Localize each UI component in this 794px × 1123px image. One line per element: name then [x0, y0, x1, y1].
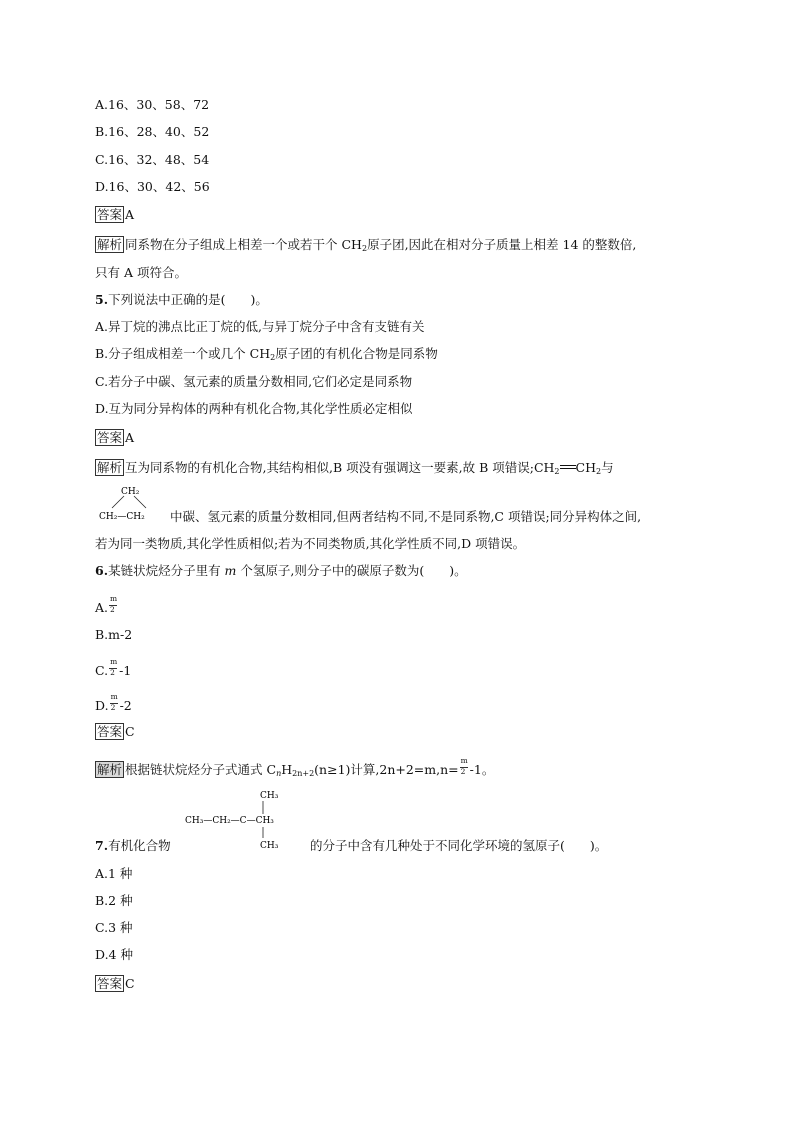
answer-tag: 答案: [97, 724, 123, 739]
q5-answer-line: [95, 429, 134, 446]
q5-option-c: C.若分子中碳、氢元素的质量分数相同,它们必定是同系物: [95, 374, 413, 389]
q6-option-b: B.m-2: [95, 627, 133, 642]
q7-stem-start: 7.有机化合物: [95, 838, 171, 853]
q4-option-d: D.16、30、42、56: [95, 179, 210, 194]
q7-answer: C: [125, 976, 135, 991]
q4-answer-line: [95, 206, 134, 223]
q5-option-a: A.异丁烷的沸点比正丁烷的低,与异丁烷分子中含有支链有关: [95, 319, 425, 334]
analysis-tag: 解析: [97, 460, 123, 475]
q6-answer: C: [125, 724, 135, 739]
q5-option-d: D.互为同分异构体的两种有机化合物,其化学性质必定相似: [95, 401, 413, 416]
struct-bottom-ch3: CH₃: [260, 841, 279, 851]
q5-option-b: B.分子组成相差一个或几个 $CH_2$原子团的有机化合物是同系物: [95, 346, 438, 362]
q4-option-c: C.16、32、48、54: [95, 152, 210, 167]
q4-option-b: B.16、28、40、52: [95, 124, 210, 139]
q6-stem: 6.某链状烷烃分子里有 m 个氢原子,则分子中的碳原子数为( )。: [95, 563, 467, 578]
answer-tag: 答案: [97, 207, 123, 222]
q7-answer-line: [95, 975, 135, 992]
fraction-m-over-2: $\frac{m}{2}$: [110, 657, 118, 677]
q4-analysis-line2: 只有 A 项符合。: [95, 265, 187, 280]
fraction-m-over-2: $\frac{m}{2}$: [110, 594, 118, 614]
q5-stem: 5.下列说法中正确的是( )。: [95, 292, 268, 307]
fraction-m-over-2: $\frac{m}{2}$: [110, 692, 118, 712]
analysis-tag: 解析: [97, 237, 123, 252]
struct-top-ch3: CH₃: [260, 791, 279, 801]
q6-option-c: C. $\frac{m}{2}$ -1: [95, 661, 131, 681]
cyclopropane-top-label: CH₂: [121, 487, 140, 497]
q6-answer-line: [95, 723, 135, 740]
struct-main-chain: CH₃—CH₂—C—CH₃: [185, 816, 274, 826]
answer-tag: 答案: [97, 976, 123, 991]
analysis-tag: 解析: [97, 762, 123, 777]
cyclopropane-structure: [97, 482, 169, 524]
q7-option-b: B.2 种: [95, 893, 133, 908]
q7-option-a: A.1 种: [95, 866, 133, 881]
q6-option-a: A. $\frac{m}{2}$: [95, 598, 119, 618]
answer-tag: 答案: [97, 430, 123, 445]
q4-option-a: A.16、30、58、72: [95, 97, 210, 112]
q5-answer: A: [125, 430, 135, 445]
double-bond-icon: [560, 465, 576, 469]
methylbutane-structure: [185, 786, 310, 852]
q6-analysis-line: 解析 根据链状烷烃分子式通式 $C_nH_{2n+2}(n\ge 1)$计算,2n+2=m,n= $\frac{m}{2}$ -1。: [97, 756, 495, 778]
cyclopropane-bottom-label: CH₂—CH₂: [99, 512, 145, 522]
q4-answer: A: [125, 207, 135, 222]
q4-analysis-line1: 解析 同系物在分子组成上相差一个或若干个 $CH_2$原子团,因此在相对分子质量上相差 14 的整数倍,: [97, 237, 637, 253]
q7-option-d: D.4 种: [95, 947, 133, 962]
q5-analysis-line1: 解析 互为同系物的有机化合物,其结构相似,B 项没有强调这一要素,故 B 项错误$;CH_2$ $CH_2$与: [97, 460, 614, 476]
q6-option-d: D. $\frac{m}{2}$ -2: [95, 696, 132, 716]
fraction-m-over-2: $\frac{m}{2}$: [460, 756, 468, 776]
q5-analysis-line2: 中碳、氢元素的质量分数相同,但两者结构不同,不是同系物,C 项错误;同分异构体之间,: [170, 509, 642, 524]
q5-analysis-line3: 若为同一类物质,其化学性质相似;若为不同类物质,其化学性质不同,D 项错误。: [95, 536, 526, 551]
q7-stem-end: 的分子中含有几种处于不同化学环境的氢原子( )。: [310, 838, 608, 853]
q7-option-c: C.3 种: [95, 920, 133, 935]
